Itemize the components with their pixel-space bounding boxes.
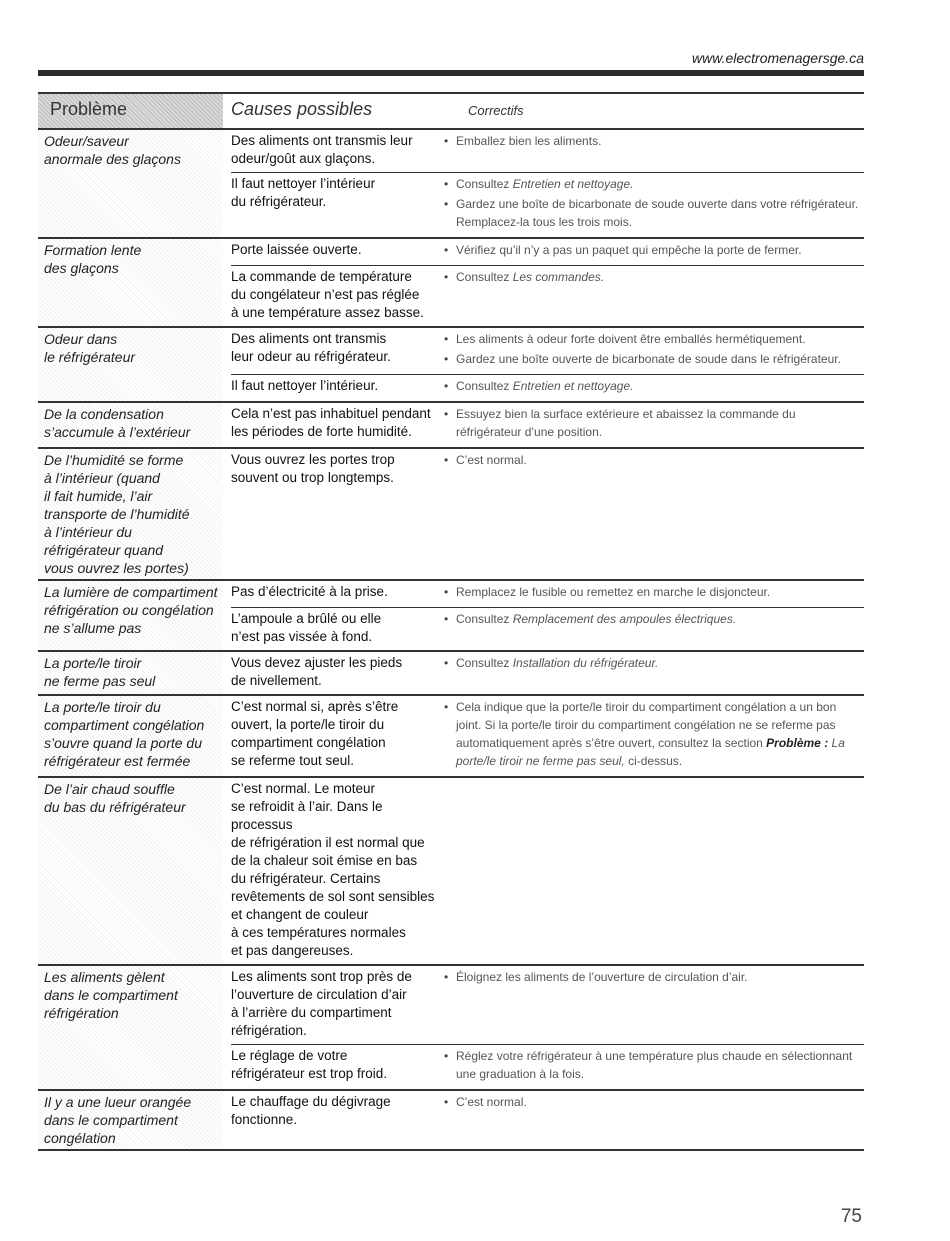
cause-line: Des aliments ont transmis [231, 331, 387, 346]
cause-line: Le chauffage du dégivrage [231, 1094, 391, 1109]
cause-fix-pair [231, 130, 864, 172]
fix-text: Les aliments à odeur forte doivent être emballés hermétiquement. [456, 332, 806, 346]
problem-line: ne s’allume pas [44, 620, 142, 636]
cause-line: fonctionne. [231, 1112, 298, 1127]
fix-item [441, 350, 864, 368]
table-row [38, 403, 864, 449]
cause-fix-pair [231, 1044, 864, 1089]
cause-line: compartiment congélation [231, 735, 386, 750]
cause-cell [231, 449, 441, 491]
problem-line: réfrigération ou congélation [44, 602, 214, 618]
fixes-cell [441, 581, 864, 607]
header-causes-label: Causes possibles [231, 99, 373, 119]
cause-line: du réfrigérateur. [231, 194, 327, 209]
cause-line: à une température assez basse. [231, 305, 424, 320]
cause-cell [231, 266, 441, 326]
problem-line: Odeur/saveur [44, 133, 129, 149]
fix-section-label: Problème : [766, 736, 832, 750]
cause-cell [231, 328, 441, 374]
cause-fix-group [231, 696, 864, 776]
problem-cell [38, 652, 223, 694]
cause-fix-pair [231, 239, 864, 265]
cause-line: Vous devez ajuster les pieds [231, 655, 403, 670]
fixes-cell [441, 652, 864, 694]
cause-line: Il faut nettoyer l’intérieur. [231, 378, 379, 393]
problem-line: De l’air chaud souffle [44, 781, 175, 797]
fix-item [441, 654, 864, 672]
table-row [38, 581, 864, 652]
fix-item [441, 132, 864, 150]
fix-item [441, 1047, 864, 1083]
cause-fix-group [231, 966, 864, 1089]
fix-text: Consultez [456, 270, 513, 284]
fix-text: Vérifiez qu’il n’y a pas un paquet qui empêche la porte de fermer. [456, 243, 802, 257]
problem-line: transporte de l’humidité [44, 506, 190, 522]
fix-reference: Entretien et nettoyage. [512, 177, 634, 191]
cause-fix-pair [231, 607, 864, 650]
cause-cell [231, 966, 441, 1044]
cause-cell [231, 696, 441, 776]
cause-line: et pas dangereuses. [231, 943, 354, 958]
cause-cell [231, 581, 441, 607]
cause-line: réfrigération. [231, 1023, 307, 1038]
cause-line: revêtements de sol sont sensibles [231, 889, 435, 904]
fix-item [441, 377, 864, 395]
problem-cell [38, 239, 223, 326]
fixes-cell [441, 696, 864, 776]
problem-cell [38, 966, 223, 1089]
fix-reference: Entretien et nettoyage. [512, 379, 634, 393]
problem-line: du bas du réfrigérateur [44, 799, 186, 815]
fix-item [441, 698, 864, 770]
problem-line: dans le compartiment [44, 987, 178, 1003]
cause-fix-group [231, 130, 864, 237]
problem-line: s’accumule à l’extérieur [44, 424, 191, 440]
cause-fix-pair [231, 403, 864, 447]
cause-line: Pas d’électricité à la prise. [231, 584, 388, 599]
fixes-cell [441, 266, 864, 326]
cause-line: à ces températures normales [231, 925, 406, 940]
fix-text: Gardez une boîte ouverte de bicarbonate de soude dans le réfrigérateur. [456, 352, 841, 366]
fix-text-after: ci-dessus. [624, 754, 683, 768]
problem-cell [38, 1091, 223, 1149]
fix-text: Réglez votre réfrigérateur à une température plus chaude en sélectionnant une graduation à la fois. [456, 1049, 853, 1081]
cause-line: de nivellement. [231, 673, 322, 688]
fix-text: Éloignez les aliments de l’ouverture de circulation d’air. [456, 970, 748, 984]
cause-cell [231, 173, 441, 237]
problem-line: Formation lente [44, 242, 142, 258]
fix-item [441, 241, 864, 259]
cause-fix-pair [231, 1091, 864, 1133]
fix-item [441, 451, 864, 469]
cause-line: les périodes de forte humidité. [231, 424, 412, 439]
header-fixes-label: Correctifs [468, 103, 524, 118]
cause-fix-group [231, 581, 864, 650]
table-row [38, 696, 864, 778]
problem-line: à l’intérieur (quand [44, 470, 160, 486]
cause-line: La commande de température [231, 269, 412, 284]
fixes-cell [441, 403, 864, 447]
table-row [38, 239, 864, 328]
cause-line: souvent ou trop longtemps. [231, 470, 394, 485]
fix-text: C’est normal. [456, 453, 527, 467]
cause-line: du congélateur n’est pas réglée [231, 287, 420, 302]
cause-fix-group [231, 1091, 864, 1149]
cause-cell [231, 778, 441, 964]
fix-item [441, 175, 864, 193]
fixes-cell [441, 130, 864, 172]
fix-item [441, 405, 864, 441]
site-url[interactable]: www.electromenagersge.ca [692, 50, 864, 66]
fix-text: Emballez bien les aliments. [456, 134, 602, 148]
fix-item [441, 583, 864, 601]
fixes-cell [441, 328, 864, 374]
cause-fix-pair [231, 449, 864, 491]
cause-line: Porte laissée ouverte. [231, 242, 362, 257]
cause-fix-pair [231, 374, 864, 401]
problem-line: Il y a une lueur orangée [44, 1094, 192, 1110]
fix-item [441, 610, 864, 628]
fixes-cell [441, 1091, 864, 1133]
cause-fix-pair [231, 966, 864, 1044]
problem-line: ne ferme pas seul [44, 673, 156, 689]
problem-cell [38, 449, 223, 579]
problem-line: vous ouvrez les portes) [44, 560, 189, 576]
cause-line: du réfrigérateur. Certains [231, 871, 381, 886]
fix-reference: Les commandes. [512, 270, 605, 284]
fix-text: Consultez [456, 656, 513, 670]
cause-line: Cela n’est pas inhabituel pendant [231, 406, 431, 421]
cause-fix-pair [231, 696, 864, 776]
cause-fix-pair [231, 328, 864, 374]
problem-line: dans le compartiment [44, 1112, 178, 1128]
table-row [38, 328, 864, 403]
cause-line: n’est pas vissée à fond. [231, 629, 373, 644]
problem-cell [38, 130, 223, 237]
fix-text: C’est normal. [456, 1095, 527, 1109]
table-row [38, 966, 864, 1091]
troubleshooting-table [38, 92, 864, 1151]
cause-line: de la chaleur soit émise en bas [231, 853, 418, 868]
fix-item [441, 1093, 864, 1111]
header-problem-label: Problème [50, 99, 128, 119]
cause-fix-pair [231, 172, 864, 237]
table-body [38, 130, 864, 1151]
problem-cell [38, 778, 223, 964]
cause-fix-group [231, 449, 864, 579]
table-row [38, 778, 864, 966]
cause-line: se refroidit à l’air. Dans le processus [231, 799, 383, 832]
problem-cell [38, 403, 223, 447]
cause-line: Vous ouvrez les portes trop [231, 452, 395, 467]
cause-fix-group [231, 778, 864, 964]
fixes-cell [441, 239, 864, 265]
fix-text: Consultez [456, 379, 513, 393]
cause-line: ouvert, la porte/le tiroir du [231, 717, 385, 732]
fixes-cell [441, 449, 864, 491]
problem-line: il fait humide, l’air [44, 488, 153, 504]
problem-line: Les aliments gèlent [44, 969, 165, 985]
fixes-cell [441, 173, 864, 237]
problem-line: La porte/le tiroir [44, 655, 142, 671]
fix-text: Consultez [456, 612, 513, 626]
problem-line: le réfrigérateur [44, 349, 136, 365]
problem-line: réfrigération [44, 1005, 119, 1021]
problem-line: anormale des glaçons [44, 151, 181, 167]
problem-line: De l’humidité se forme [44, 452, 184, 468]
fixes-cell [441, 1045, 864, 1089]
cause-fix-group [231, 239, 864, 326]
cause-cell [231, 1091, 441, 1133]
cause-line: L’ampoule a brûlé ou elle [231, 611, 382, 626]
cause-line: et changent de couleur [231, 907, 369, 922]
fix-item [441, 330, 864, 348]
cause-cell [231, 608, 441, 650]
fix-item [441, 968, 864, 986]
fix-text: Essuyez bien la surface extérieure et abaissez la commande du réfrigérateur d’une position. [456, 407, 796, 439]
cause-line: l’ouverture de circulation d’air [231, 987, 407, 1002]
cause-line: C’est normal. Le moteur [231, 781, 376, 796]
table-row [38, 449, 864, 581]
problem-line: réfrigérateur quand [44, 542, 164, 558]
cause-fix-group [231, 403, 864, 447]
cause-cell [231, 1045, 441, 1089]
cause-line: C’est normal si, après s’être [231, 699, 399, 714]
problem-line: La porte/le tiroir du [44, 699, 161, 715]
problem-line: à l’intérieur du [44, 524, 132, 540]
cause-fix-pair [231, 778, 864, 964]
cause-line: se referme tout seul. [231, 753, 355, 768]
table-row [38, 652, 864, 696]
fix-item [441, 268, 864, 286]
cause-line: Il faut nettoyer l’intérieur [231, 176, 376, 191]
cause-cell [231, 130, 441, 172]
table-row [38, 1091, 864, 1151]
fix-item [441, 195, 864, 231]
problem-line: De la condensation [44, 406, 164, 422]
problem-line: congélation [44, 1130, 116, 1146]
fix-text: Gardez une boîte de bicarbonate de soude ouverte dans votre réfrigérateur. Remplacez-la tous les trois mois. [456, 197, 859, 229]
fixes-cell [441, 966, 864, 1044]
problem-line: Odeur dans [44, 331, 118, 347]
problem-line: réfrigérateur est fermée [44, 753, 191, 769]
header-problem-cell [38, 94, 223, 128]
problem-cell [38, 581, 223, 650]
top-rule [38, 70, 864, 76]
fix-text: Cela indique que la porte/le tiroir du compartiment congélation a un bon joint. Si la porte/le tiroir du compartiment congélation ne se referme pas automatiquement après s’être ouvert, consultez la section [456, 700, 837, 750]
problem-line: La lumière de compartiment [44, 584, 218, 600]
fixes-cell [441, 375, 864, 401]
cause-fix-group [231, 652, 864, 694]
cause-line: à l’arrière du compartiment [231, 1005, 392, 1020]
page-number: 75 [840, 1206, 862, 1227]
table-row [38, 130, 864, 239]
fixes-cell [441, 608, 864, 650]
problem-line: des glaçons [44, 260, 119, 276]
cause-line: de réfrigération il est normal que [231, 835, 425, 850]
cause-fix-pair [231, 652, 864, 694]
cause-line: odeur/goût aux glaçons. [231, 151, 376, 166]
cause-line: réfrigérateur est trop froid. [231, 1066, 388, 1081]
cause-line: Le réglage de votre [231, 1048, 348, 1063]
problem-line: compartiment congélation [44, 717, 205, 733]
cause-fix-pair [231, 265, 864, 326]
fix-reference: Installation du réfrigérateur. [512, 656, 659, 670]
problem-cell [38, 696, 223, 776]
cause-cell [231, 403, 441, 447]
fix-reference: La porte/le tiroir ne ferme pas seul, [456, 736, 845, 768]
fixes-cell [441, 778, 864, 964]
problem-line: s’ouvre quand la porte du [44, 735, 202, 751]
cause-line: Des aliments ont transmis leur [231, 133, 413, 148]
problem-cell [38, 328, 223, 401]
cause-fix-group [231, 328, 864, 401]
cause-line: leur odeur au réfrigérateur. [231, 349, 391, 364]
fix-reference: Remplacement des ampoules électriques. [512, 612, 737, 626]
fix-text: Remplacez le fusible ou remettez en marche le disjoncteur. [456, 585, 771, 599]
fix-text: Consultez [456, 177, 513, 191]
cause-cell [231, 375, 441, 401]
cause-line: Les aliments sont trop près de [231, 969, 412, 984]
cause-cell [231, 652, 441, 694]
table-header [38, 92, 864, 130]
cause-cell [231, 239, 441, 265]
cause-fix-pair [231, 581, 864, 607]
